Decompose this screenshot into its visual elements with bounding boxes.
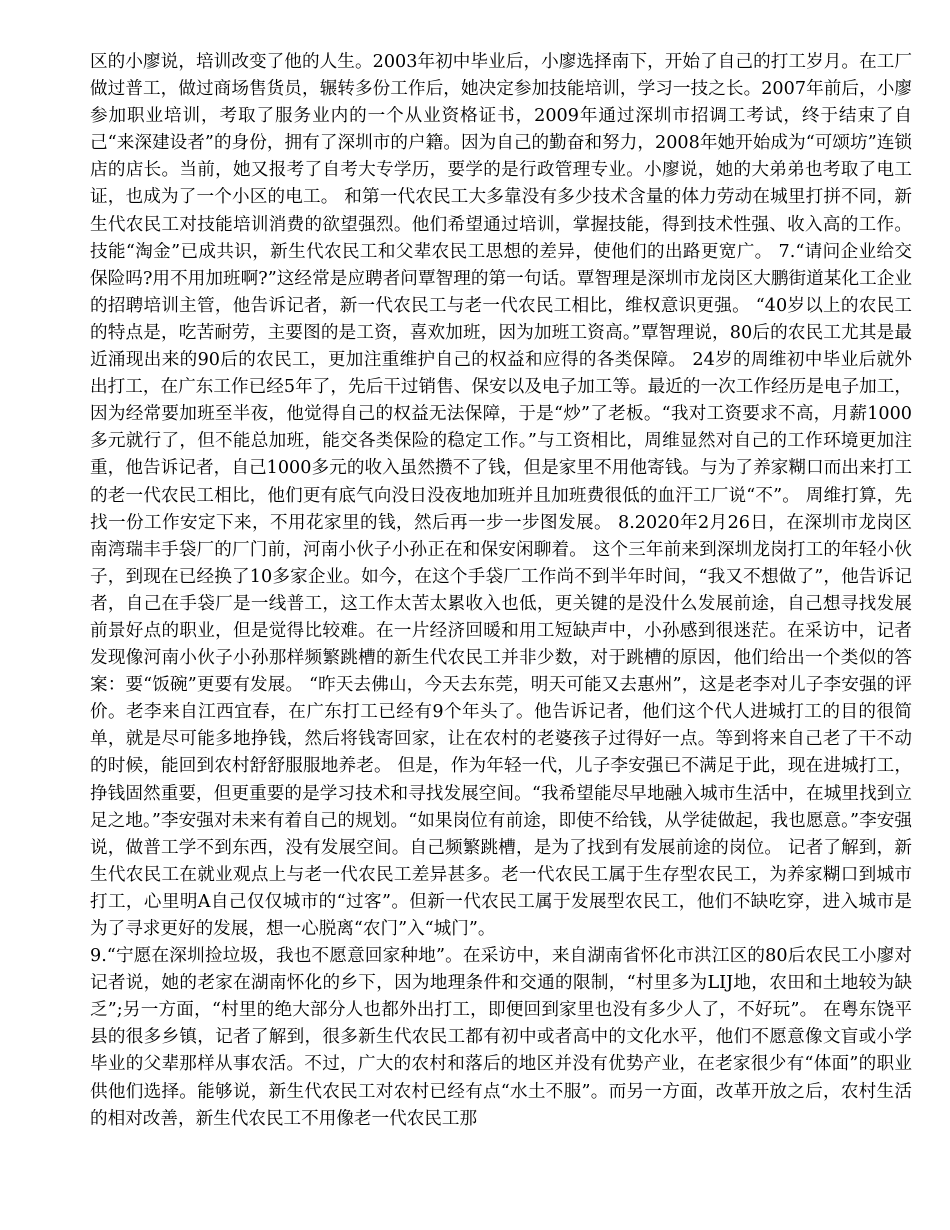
body-paragraph-2: 9.“宁愿在深圳捡垃圾，我也不愿意回家种地”。在采访中，来自湖南省怀化市洪江区的80后农民工小廖对记者说，她的老家在湖南怀化的乡下，因为地理条件和交通的限制，“村里多为LIJ地，农田和土地较为缺乏”;另一方面，“村里的绝大部分人也都外出打工，即便回到家里也没有多少人了，不好玩”。 在粤东饶平县的很多乡镇，记者了解到，很多新生代农民工都有初中或者高中的文化水平，他们不愿意像文盲或小学毕业的父辈那样从事农活。不过，广大的农村和落后的地区并没有优势产业，在老家很少有“体面”的职业供他们选择。能够说，新生代农民工对农村已经有点“水土不服”。而另一方面，改革开放之后，农村生活的相对改善，新生代农民工不用像老一代农民工那 <box>90 946 912 1129</box>
body-paragraph-1: 区的小廖说，培训改变了他的人生。2003年初中毕业后，小廖选择南下，开始了自己的打工岁月。在工厂做过普工，做过商场售货员，辗转多份工作后，她决定参加技能培训，学习一技之长。2007年前后，小廖参加职业培训，考取了服务业内的一个从业资格证书，2009年通过深圳市招调工考试，终于结束了自己“来深建设者”的身份，拥有了深圳市的户籍。因为自己的勤奋和努力，2008年她开始成为“可颂坊”连锁店的店长。当前，她又报考了自考大专学历，要学的是行政管理专业。小廖说，她的大弟弟也考取了电工证，也成为了一个小区的电工。 和第一代农民工大多靠没有多少技术含量的体力劳动在城里打拼不同，新生代农民工对技能培训消费的欲望强烈。他们希望通过培训，掌握技能，得到技术性强、收入高的工作。技能“淘金”已成共识，新生代农民工和父辈农民工思想的差异，使他们的出路更宽广。 7.“请问企业给交保险吗?用不用加班啊?”这经常是应聘者问覃智理的第一句话。覃智理是深圳市龙岗区大鹏街道某化工企业的招聘培训主管，他告诉记者，新一代农民工与老一代农民工相比，维权意识更强。 “40岁以上的农民工的特点是，吃苦耐劳，主要图的是工资，喜欢加班，因为加班工资高。”覃智理说，80后的农民工尤其是最近涌现出来的90后的农民工，更加注重维护自己的权益和应得的各类保障。 24岁的周维初中毕业后就外出打工，在广东工作已经5年了，先后干过销售、保安以及电子加工等。最近的一次工作经历是电子加工，因为经常要加班至半夜，他觉得自己的权益无法保障，于是“炒”了老板。“我对工资要求不高，月薪1000多元就行了，但不能总加班，能交各类保险的稳定工作。”与工资相比，周维显然对自己的工作环境更加注重，他告诉记者，自己1000多元的收入虽然攒不了钱，但是家里不用他寄钱。与为了养家糊口而出来打工的老一代农民工相比，他们更有底气向没日没夜地加班并且加班费很低的血汗工厂说“不”。 周维打算，先找一份工作安定下来，不用花家里的钱，然后再一步一步图发展。 8.2020年2月26日，在深圳市龙岗区南湾瑞丰手袋厂的厂门前，河南小伙子小孙正在和保安闲聊着。 这个三年前来到深圳龙岗打工的年轻小伙子，到现在已经换了10多家企业。如今，在这个手袋厂工作尚不到半年时间，“我又不想做了”，他告诉记者，自己在手袋厂是一线普工，这工作太苦太累收入也低，更关键的是没什么发展前途，自己想寻找发展前景好点的职业，但是觉得比较难。在一片经济回暖和用工短缺声中，小孙感到很迷茫。在采访中，记者发现像河南小伙子小孙那样频繁跳槽的新生代农民工并非少数，对于跳槽的原因，他们给出一个类似的答案：要“饭碗”更要有发展。 “昨天去佛山，今天去东莞，明天可能又去惠州”，这是老李对儿子李安强的评价。老李来自江西宜春，在广东打工已经有9个年头了。他告诉记者，他们这个代人进城打工的目的很简单，就是尽可能多地挣钱，然后将钱寄回家，让在农村的老婆孩子过得好一点。等到将来自己老了干不动的时候，能回到农村舒舒服服地养老。 但是，作为年轻一代，儿子李安强已不满足于此，现在进城打工，挣钱固然重要，但更重要的是学习技术和寻找发展空间。“我希望能尽早地融入城市生活中，在城里找到立足之地。”李安强对未来有着自己的规划。“如果岗位有前途，即使不给钱，从学徒做起，我也愿意。”李安强说，做普工学不到东西，没有发展空间。自己频繁跳槽，是为了找到有发展前途的岗位。 记者了解到，新生代农民工在就业观点上与老一代农民工差异甚多。老一代农民工属于生存型农民工，为养家糊口到城市打工，心里明A自己仅仅城市的“过客”。但新一代农民工属于发展型农民工，他们不缺吃穿，进入城市是为了寻求更好的发展，想一心脱离“农门”入“城门”。 <box>90 52 912 939</box>
document-page <box>90 49 912 1133</box>
